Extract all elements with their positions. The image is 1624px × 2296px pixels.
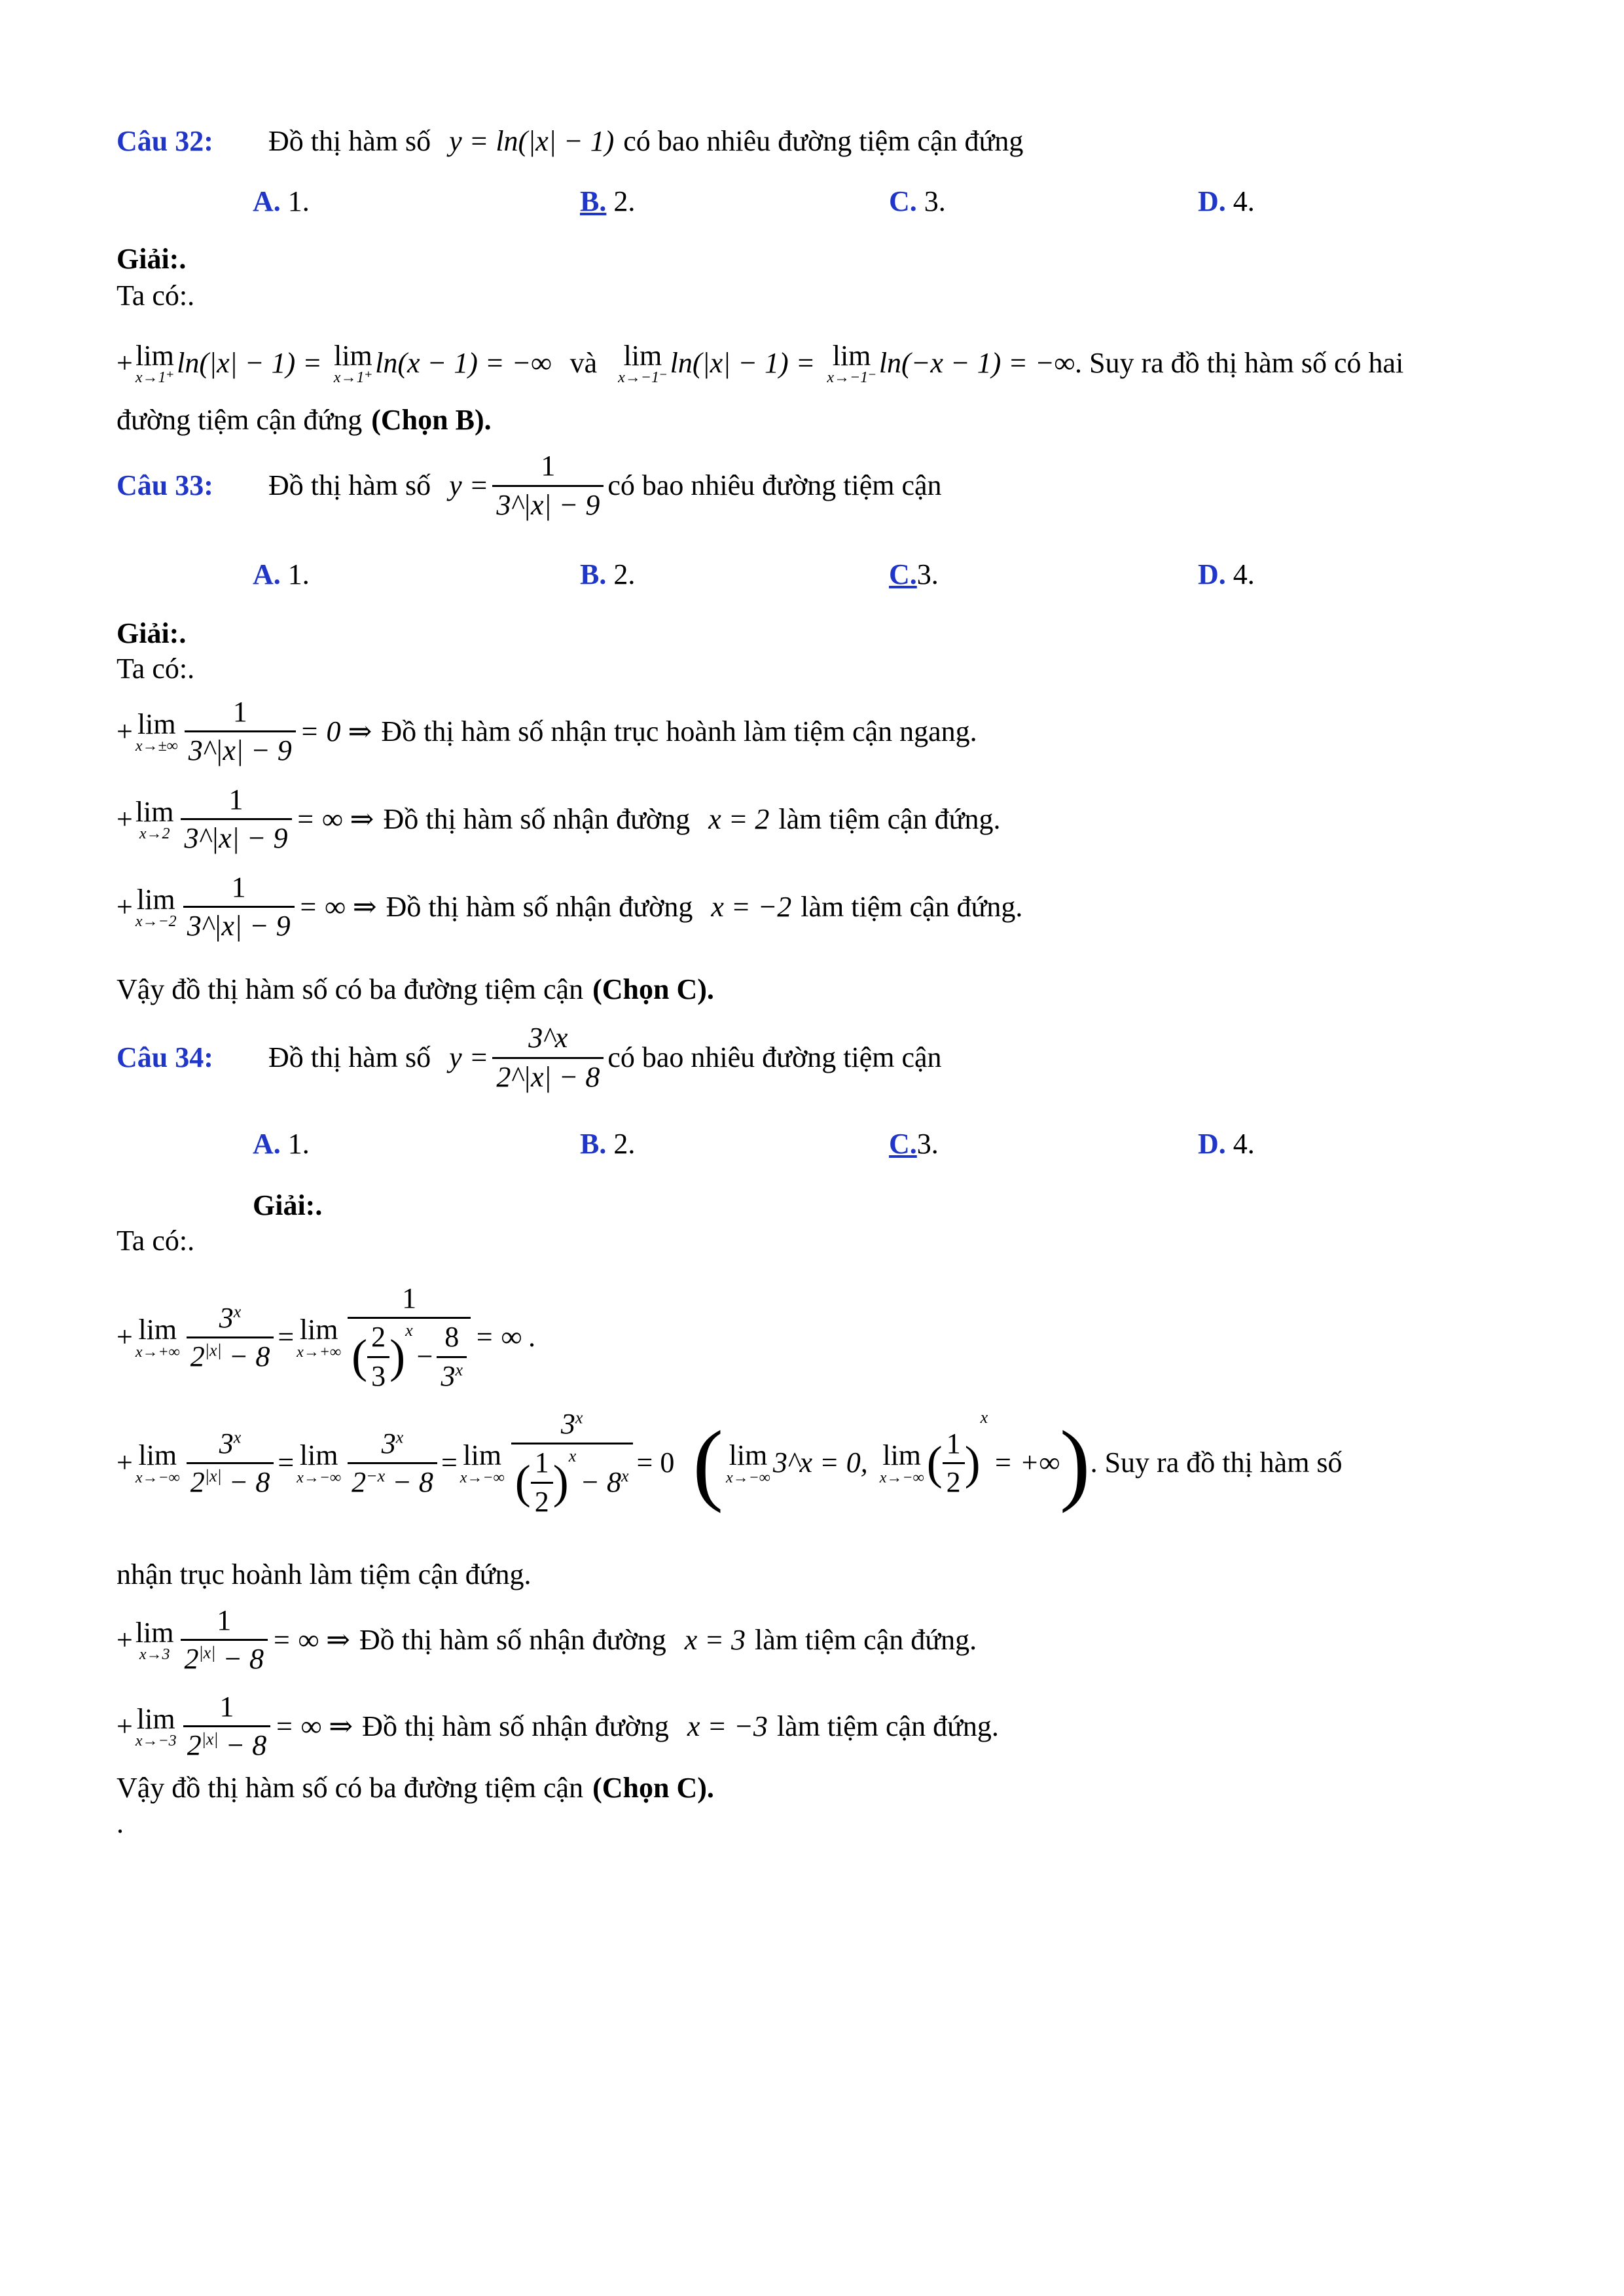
q34-conclusion: Vậy đồ thị hàm số có ba đường tiệm cận (Chọn C).	[117, 1772, 714, 1804]
q33-option-a[interactable]: A. 1.	[253, 558, 310, 590]
q32-lim-2: lim x→1⁺	[333, 340, 373, 387]
q32-solution-line2: đường tiệm cận đứng (Chọn B).	[117, 404, 492, 436]
q32-option-c[interactable]: C. 3.	[889, 185, 946, 217]
q34-option-a[interactable]: A. 1.	[253, 1128, 310, 1160]
q33-sol-line-3: + lim x→−2 $\frac{1}{3\^{}|x| - 9}$ = ∞ ⇒ Đồ thị hàm số nhận đường x = −2 làm tiệm cận đứng.	[117, 871, 1023, 942]
q32-choice: (Chọn B).	[371, 404, 492, 436]
q32-sol-expr3: ln(|x| − 1) =	[670, 347, 816, 380]
q33-question: Câu 33: Đồ thị hàm số y = $\frac{1}{3\^{}|x| - 9}$ có bao nhiêu đường tiệm cận	[117, 450, 942, 521]
q34-choice: (Chọn C).	[592, 1772, 714, 1804]
q34-sol-line-2: + lim x→−∞ $\frac{3^x}{2^{|x|} - 8}$ = lim x→−∞ $\frac{3^x}{2^{-x} - 8}$ = lim x→−∞ 3$^x$ ( $\frac{1}{2}$ ) $^x$ − $8^x$ = 0 ( lim x→−∞ 3^x = 0, lim x→−∞ ( $\frac{1}{2}$ ) x = +∞ ) . Suy ra đồ thị hàm số	[117, 1408, 1343, 1518]
q32-text-after: có bao nhiêu đường tiệm cận đứng	[623, 125, 1024, 157]
q34-taco: Ta có:.	[117, 1225, 195, 1257]
q32-solution-line: + lim x→1⁺ ln(|x| − 1) = lim x→1⁺ ln(x − 1) = −∞ và lim x→−1⁻ ln(|x| − 1) = lim x→−1⁻ ln(−x − 1) = −∞ . Suy ra đồ thị hàm số có hai	[117, 340, 1404, 387]
q34-label: Câu 34:	[117, 1041, 213, 1073]
q33-choice: (Chọn C).	[592, 973, 714, 1005]
q33-option-b[interactable]: B. 2.	[580, 558, 636, 590]
q32-option-d[interactable]: D. 4.	[1198, 185, 1255, 217]
q34-sol-line-1: + lim x→+∞ $\frac{3^x}{2^{|x|} - 8}$ = lim x→+∞ 1 ( $\frac{2}{3}$ ) $^x$ − $\frac{8}{3^x}$ = ∞ .	[117, 1282, 537, 1392]
trailing-dot: .	[117, 1807, 124, 1839]
q33-sol-line-1: + lim x→±∞ $\frac{1}{3\^{}|x| - 9}$ = 0 ⇒ Đồ thị hàm số nhận trục hoành làm tiệm cận ngang.	[117, 696, 977, 767]
q34-option-b[interactable]: B. 2.	[580, 1128, 636, 1160]
q32-lim-4: lim x→−1⁻	[827, 340, 876, 387]
q32-option-b[interactable]: B. 2.	[580, 185, 636, 217]
q33-giai: Giải:.	[117, 617, 187, 649]
q33-option-d[interactable]: D. 4.	[1198, 558, 1255, 590]
q32-lim-3: lim x→−1⁻	[618, 340, 668, 387]
q32-sol-expr2: ln(x − 1) = −∞	[375, 347, 552, 380]
q34-giai: Giải:.	[253, 1189, 323, 1221]
q33-conclusion: Vậy đồ thị hàm số có ba đường tiệm cận (Chọn C).	[117, 973, 714, 1005]
q33-option-c[interactable]: C.3.	[889, 558, 939, 590]
q34-sol-line-3: nhận trục hoành làm tiệm cận đứng.	[117, 1558, 532, 1590]
q32-label: Câu 32:	[117, 125, 213, 157]
q32-lim-1: lim x→1⁺	[135, 340, 175, 387]
q32-sol-expr4: ln(−x − 1) = −∞	[878, 347, 1075, 380]
q32-question	[117, 125, 1024, 157]
q34-sol-line-4: + lim x→3 $\frac{1}{2^{|x|} - 8}$ = ∞ ⇒ Đồ thị hàm số nhận đường x = 3 làm tiệm cận đứng.	[117, 1604, 977, 1676]
q32-taco: Ta có:.	[117, 279, 195, 312]
q33-sol-line-2: + lim x→2 $\frac{1}{3\^{}|x| - 9}$ = ∞ ⇒ Đồ thị hàm số nhận đường x = 2 làm tiệm cận đứng.	[117, 783, 1001, 855]
q32-sol-va: và	[569, 347, 598, 380]
q33-fraction: $\frac{1}{3\^{}|x| - 9}$	[492, 450, 604, 521]
q32-sol-tail: . Suy ra đồ thị hàm số có hai	[1075, 347, 1404, 380]
q33-taco: Ta có:.	[117, 653, 195, 685]
q33-label: Câu 33:	[117, 469, 213, 501]
q32-text-before: Đồ thị hàm số	[268, 125, 431, 157]
q32-option-a[interactable]: A. 1.	[253, 185, 310, 217]
q34-question: Câu 34: Đồ thị hàm số y = $\frac{3\^{}x}{2\^{}|x| - 8}$ có bao nhiêu đường tiệm cận	[117, 1022, 942, 1093]
q32-formula: y = ln(|x| − 1)	[449, 125, 615, 157]
q34-sol-line-5: + lim x→−3 $\frac{1}{2^{|x|} - 8}$ = ∞ ⇒ Đồ thị hàm số nhận đường x = −3 làm tiệm cận đứng.	[117, 1691, 999, 1762]
q34-option-d[interactable]: D. 4.	[1198, 1128, 1255, 1160]
q34-option-c[interactable]: C.3.	[889, 1128, 939, 1160]
q32-sol-expr1: ln(|x| − 1) =	[177, 347, 322, 380]
q32-giai: Giải:.	[117, 243, 187, 275]
q34-fraction: $\frac{3\^{}x}{2\^{}|x| - 8}$	[492, 1022, 604, 1093]
